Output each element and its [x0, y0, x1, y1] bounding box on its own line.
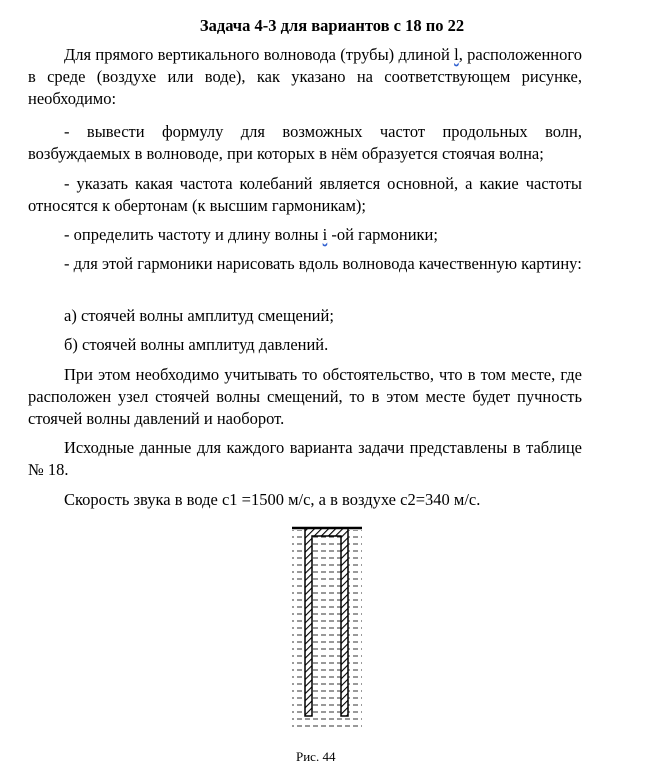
paragraph-item-b: б) стоячей волны амплитуд давлений. — [64, 335, 329, 354]
paragraph-item-4: - для этой гармоники нарисовать вдоль волновода качественную картину: — [64, 254, 582, 273]
text: Для прямого вертикального волновода (трубы) длиной — [64, 45, 455, 64]
paragraph-intro — [28, 44, 582, 110]
tube-figure — [280, 520, 380, 740]
length-symbol: l — [454, 45, 459, 64]
text: - определить частоту и длину волны — [64, 225, 323, 244]
text: -ой гармоники; — [327, 225, 438, 244]
figure-caption: Рис. 44 — [296, 749, 336, 764]
paragraph-speed: Скорость звука в воде с1 =1500 м/с, а в воздухе с2=340 м/с. — [64, 490, 481, 509]
paragraph-data: Исходные данные для каждого варианта задачи представлены в таблице № 18. — [28, 438, 582, 479]
paragraph-item-3 — [28, 224, 582, 246]
paragraph-item-1: - вывести формулу для возможных частот продольных волн, возбуждаемых в волноводе, при которых в нём образуется стоячая волна; — [28, 122, 582, 163]
paragraph-item-2: - указать какая частота колебаний является основной, а какие частоты относятся к обертонам (к высшим гармоникам); — [28, 174, 582, 215]
task-title: Задача 4-3 для вариантов с 18 по 22 — [199, 16, 465, 35]
paragraph-note: При этом необходимо учитывать то обстоятельство, что в том месте, где расположен узел стоячей волны смещений, то в этом месте будет пучность стоячей волны давлений и наоборот. — [28, 365, 582, 428]
paragraph-item-a: а) стоячей волны амплитуд смещений; — [64, 306, 334, 325]
harmonic-symbol: i — [322, 225, 328, 244]
text: , расположенного в среде (воздухе или воде), как указано на соответствующем рисунке, необходимо: — [28, 45, 582, 108]
